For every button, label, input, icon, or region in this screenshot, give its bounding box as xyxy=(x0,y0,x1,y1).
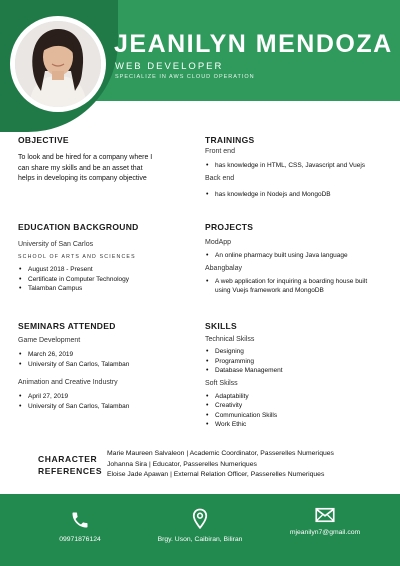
projects-section xyxy=(205,222,385,296)
reference-item: Johanna Sira | Educator, Passerelles Numeriques xyxy=(107,460,257,468)
section-title-skills: SKILLS xyxy=(205,321,238,331)
seminar-name: Animation and Creative Industry xyxy=(18,379,118,386)
training-name: Front end xyxy=(205,148,235,155)
references-list xyxy=(107,449,334,481)
tagline: SPECIALIZE IN AWS CLOUD OPERATION xyxy=(115,74,255,80)
list-item: • Designing xyxy=(205,347,385,357)
skill-group-name: Technical Skilss xyxy=(205,336,255,343)
list-item: • Certificate in Computer Technology xyxy=(18,275,198,285)
contact-email xyxy=(275,507,375,536)
list-item: • University of San Carlos, Talamban xyxy=(18,360,198,370)
skill-group-name: Soft Skilss xyxy=(205,379,238,387)
list-item: • has knowledge in Nodejs and MongoDB xyxy=(205,190,385,200)
section-title-trainings: TRAININGS xyxy=(205,135,255,145)
list-item: • Creativity xyxy=(205,401,385,411)
phone-icon xyxy=(70,510,90,530)
list-item: • Communication Skills xyxy=(205,411,385,421)
section-title-objective: OBJECTIVE xyxy=(18,135,69,145)
list-item: • University of San Carlos, Talamban xyxy=(18,402,198,412)
reference-item: Marie Maureen Salvaleon | Academic Coordinator, Passerelles Numeriques xyxy=(107,450,334,457)
job-title: WEB DEVELOPER xyxy=(115,61,224,72)
list-item: • has knowledge in HTML, CSS, Javascript and Vuejs xyxy=(205,161,385,171)
project-name: Abangbalay xyxy=(205,264,242,272)
school-name: University of San Carlos xyxy=(18,241,94,248)
list-item: • April 27, 2019 xyxy=(18,392,198,402)
project-name: ModApp xyxy=(205,239,232,246)
references-title-line: CHARACTER xyxy=(38,454,98,464)
contact-phone xyxy=(40,510,120,543)
references-title-line: REFERENCES xyxy=(38,466,103,476)
contact-address xyxy=(140,508,260,543)
education-section xyxy=(18,222,198,294)
seminar-name: Game Development xyxy=(18,337,81,344)
list-item: • Programming xyxy=(205,357,385,367)
list-item: • Work Ethic xyxy=(205,420,385,430)
trainings-section xyxy=(205,135,385,199)
list-item: • A web application for inquiring a boarding house built using Vuejs framework and MongoDB xyxy=(205,277,383,296)
envelope-icon xyxy=(315,507,335,523)
objective-section xyxy=(18,135,198,185)
section-title-projects: PROJECTS xyxy=(205,222,254,232)
objective-text: To look and be hired for a company where I can share my skills and be an asset that helps in developing its company objective xyxy=(18,154,153,182)
list-item: • Talamban Campus xyxy=(18,284,198,294)
skills-section xyxy=(205,321,385,430)
location-pin-icon xyxy=(191,508,209,530)
seminars-section xyxy=(18,321,198,411)
list-item: • Adaptability xyxy=(205,392,385,402)
reference-item: Eloise Jade Apawan | External Relation Officer, Passerelles Numeriques xyxy=(107,471,325,478)
section-title-seminars: SEMINARS ATTENDED xyxy=(18,321,116,331)
phone-number: 09971876124 xyxy=(59,536,101,543)
list-item: • March 26, 2019 xyxy=(18,350,198,360)
address-text: Brgy. Uson, Caibiran, Biliran xyxy=(157,536,243,543)
section-title-education: EDUCATION BACKGROUND xyxy=(18,222,139,232)
training-name: Back end xyxy=(205,174,235,182)
list-item: • August 2018 - Present xyxy=(18,265,198,275)
college-name: SCHOOL OF ARTS AND SCIENCES xyxy=(18,254,136,260)
full-name: JEANILYN MENDOZA xyxy=(114,30,393,58)
profile-photo xyxy=(15,21,101,107)
section-title-references xyxy=(38,453,102,477)
email-address[interactable]: mjeanilyn7@gmail.com xyxy=(289,529,361,536)
list-item: • Database Management xyxy=(205,366,385,376)
list-item: • An online pharmacy built using Java language xyxy=(205,251,385,261)
